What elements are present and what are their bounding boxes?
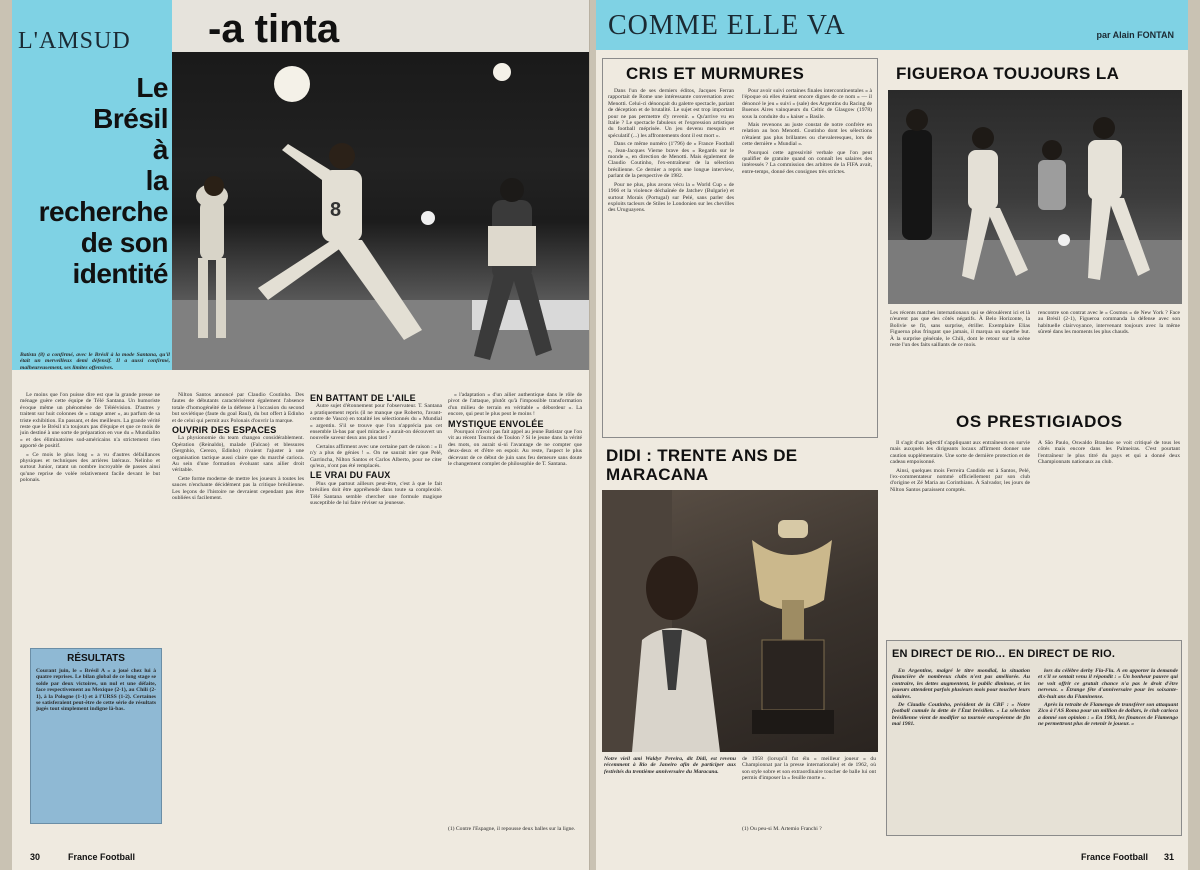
article-paragraph: Autre sujet d'étonnement pour l'observateur. T. Santana a pratiquement repris (il ne manque que Roberto, l'avant-centre de Vasco) en totalité les sélectionnés du « Mundial » argentin. S'il se trouve que l'on n'apprécia pas cet ensemble là-bas par quel miracle « aurait-on découvert un nouvelle saveur deux ans plus tard ?	[310, 403, 442, 442]
footnote: (1) Contre l'Espagne, il repousse deux balles sur la ligne.	[448, 826, 576, 832]
article-paragraph: lors du célèbre derby Fla-Flu. À en apporter la demande et s'il se sentait venu il répondit : « Un bonheur pauvre qui ne voit offrir ce gratuit chance n'a pas le droit d'être nerveux. » Étrange fête d'anniversaire pour les soixante-dix-huit ans du Fluminense.	[1038, 668, 1178, 700]
stadium-banner-text: -a tinta	[208, 7, 340, 51]
left-column-1	[20, 392, 160, 642]
subheading-aile: EN BATTANT DE L'AILE	[310, 393, 416, 403]
article-paragraph: Pour ne plus, plus avons vécu la « World Cup » de 1966 et la violence déchaînée de Jatchev (Bulgarie) et surtout Morais (Portugal) sur Pelé, sans parler des exploits tacleurs de Stiles le Londonien sur les chevilles des Uruguayens.	[608, 181, 734, 214]
right-section-title: COMME ELLE VA	[608, 10, 846, 41]
figueroa-column-1: Les récents matches internationaux qui se déroulèrent ici et là n'eurent pas que des côtés négatifs. À Belo Horizonte, la Bolivie se fit, sans surprise, étriller. Exemplaire Elias Figueroa plus fringant que jamais, il marqua un superbe but. À la surprise générale, le Chili, dont le retour sur la scène reste l'un des faits saillants de ce mois.	[890, 310, 1030, 349]
byline: par Alain FONTAN	[1096, 30, 1174, 40]
main-headline	[18, 72, 168, 289]
rio-column-1	[892, 668, 1030, 832]
cris-headline: CRIS ET MURMURES	[626, 64, 805, 83]
article-paragraph: De Claudio Coutinho, président de la CBF : « Notre football cumule la dette de l'État brésilien. » La sélection brésilienne vient de modifier sa tournée européenne de fin mai 1981.	[892, 702, 1030, 728]
figueroa-column-2: rencontre son contrat avec le « Cosmos » de New York ? Face au Brésil (2-1), Figueroa commanda la défense avec son habituelle clairvoyance, intervenant toujours avec la même sûreté dans les moments les plus chauds.	[1038, 310, 1180, 336]
figueroa-photo-illustration	[888, 90, 1182, 304]
photo-caption-text: Batista (8) a confirmé, avec le Brésil à la mode Santana, qu'il était un merveilleux demi défensif. Il a aussi confirmé, malheureusement, ses limites offensives.	[20, 352, 170, 371]
figueroa-photo	[888, 90, 1182, 304]
article-paragraph: En Argentine, malgré le titre mondial, la situation financière de nombreux clubs n'est pas améliorée. Au contraire, les dettes augmentent, le public diminue, et les joueurs attendent parfois plusieurs mois pour toucher leurs salaires.	[892, 668, 1030, 700]
prestigiados-column-1	[890, 440, 1030, 632]
headline-line: recherche	[38, 196, 168, 227]
prestigiados-headline: OS PRESTIGIADOS	[956, 412, 1123, 431]
article-paragraph: La physionomie du team changea considérablement. Opération (Reinaldo), malade (Falcao) et blessures (Sergnhio, Cerezo, Edinho) rivaient l'ajuster à une organisation tactique aussi claire que du marché carioca. Au sein d'une formation évoluant sans ailier droit véritable.	[172, 435, 304, 474]
didi-photo-illustration	[602, 490, 878, 752]
didi-text: de 1958 (lorsqu'il fut élu « meilleur joueur » du Championnat par la presse internationale) et de 1962, où son style sobre et son extraordinaire toucher de balle lui ont permis d'imposer la « feuille morte ».	[742, 756, 876, 782]
match-photo	[172, 0, 590, 370]
svg-text:8: 8	[330, 199, 342, 221]
article-paragraph: Mais revenons au juste constat de notre confrère en relation au bon Menotti. Coutinho dont les sélections n'étaient pas plus brillantes ou chevaleresques, lors de cette dernière « Mundial ».	[742, 122, 872, 148]
cris-column-2	[742, 88, 872, 434]
subheading-mystique: MYSTIQUE ENVOLÉE	[448, 418, 544, 429]
didi-caption: Notre vieil ami Waldyr Pereira, dit Didi, est revenu récemment à Rio de Janeiro afin de participer aux festivités du trentième anniversaire du Maracana.	[604, 756, 736, 775]
article-paragraph: Nilton Santos annoncé par Claudio Coutinho. Des fautes de débutants caractérisèrent également l'absence totale d'homogénéité de la défense à l'occasion du second but soviétique (faute du goal Raul), du but offert à Edinho et de celui qui permit aux Polonais d'ouvrir la marque.	[172, 392, 304, 424]
left-column-3	[310, 392, 442, 832]
rio-column-2	[1038, 668, 1178, 832]
subheading-vrai-faux: LE VRAI DU FAUX	[310, 470, 391, 481]
headline-line: Le	[136, 72, 168, 103]
article-paragraph: « l'adaptation » d'un ailier authentique dans le rôle de pivot de l'attaque, plutôt qu'à l'impossible transformation d'un milieu de terrain en véritable « débordeur ». La encore, qui peut le plus peut le moins !	[448, 392, 582, 418]
headline-line: la	[145, 165, 168, 196]
article-paragraph: Il s'agit d'un adjectif s'appliquant aux entraîneurs en survie mais auxquels les dirigeants locaux affirment donner une caution supplémentaire. Une sorte de dernière protection et de cadeau empoisonné.	[890, 440, 1030, 466]
left-section-title: L'AMSUD	[18, 28, 131, 54]
article-paragraph: Cette forme moderne de mettre les joueurs à toutes les sauces n'enchante décidément pas la critique brésilienne. Les leçons de l'histoire ne devraient cependant pas être oubliées si facilement.	[172, 475, 304, 502]
headline-line: Brésil	[93, 103, 168, 134]
rio-headline: EN DIRECT DE RIO... EN DIRECT DE RIO.	[892, 648, 1116, 660]
left-page	[12, 0, 590, 870]
prestigiados-column-2: À São Paulo, Oswaldo Brandao se voit critiqué de tous les côtés mais encore dans les Palmeiras. C'est pourtant l'entraîneur le plus titré du pays et qui a donné deux Championnats nationaux au club.	[1038, 440, 1180, 466]
results-box-text: Courant juin, le « Brésil A » a joué chez lui à quatre reprises. Le bilan global de ce long stage se solde par deux victoires, un nul et une défaite, face respectivement au Mexique (2-1), au Chili (2-1), à la Pologne (1-1) et à l'URSS (1-2). Certaines se satisferaient peut-être de cette série de résultats jugés tout simplement indigne là-bas.	[36, 668, 156, 713]
cris-column-1	[608, 88, 734, 434]
article-paragraph: Après la retraite de Flamengo de transférer son attaquant Zico à l'AS Roma pour un million de dollars, le club carioca a donné son opinion : « En 1983, les finances de Flamengo ne permettront plus de retenir le joueur. »	[1038, 702, 1178, 728]
article-paragraph: Ainsi, quelques mois Ferreira Candido est à Santos, Pelé, l'ex-commentateur nommé officiellement par son club d'origine et Zé Maria au Corinthians. À Salvador, les jours de Nilton Santos paraissent comptés.	[890, 467, 1030, 493]
left-page-number: 30	[30, 852, 41, 862]
article-paragraph: Plus que partout ailleurs peut-être, c'est à que le fait brésilien doit être appréhendé dans toute sa complexité. Télé Santana semble chercher une formule magique susceptible de lui faire réviser sa jeunesse.	[310, 480, 442, 507]
right-page	[596, 0, 1188, 870]
article-paragraph: « Ce mois le plus long » a vu d'autres défaillances physiques et techniques des arrières latéraux. Nelinho et surtout Junior, ratant un nombre incroyable de passes ainsi qu'une reprise de volée relativement facile devant le but polonais.	[20, 451, 160, 484]
left-column-2	[172, 392, 304, 832]
didi-headline: DIDI : TRENTE ANS DE MARACANA	[606, 446, 798, 484]
headline-line: de son	[80, 227, 168, 258]
article-paragraph: Certains affirment avec une certaine part de raison : « Il n'y a plus de génies ! ». On ne saurait nier que Pelé, Garrincha, Nilton Santos et Carlos Alberto, pour ne citer qu'eux, n'ont pas été remplacés.	[310, 443, 442, 470]
article-paragraph: Dans l'un de ses derniers éditos, Jacques Ferran rapportait de Rome une intéressante conversation avec Menotti. Celui-ci dénonçait du galetre spectacle, pariant de déception et de brutalité. Le sujet est trop important pour ne pas permettre d'y revenir. « Qu'arrive vu en Italie ? Le spectacle fabuleux et l'expression artistique du football méprisée. Un jeu devenu mesquin et spéculatif (...) les affrontements dont il est mort ».	[608, 88, 734, 139]
headline-line: à	[152, 134, 168, 165]
results-box	[30, 648, 162, 824]
left-magazine-name: France Football	[68, 852, 136, 862]
article-paragraph: Pourquoi n'avoir pas fait appel au jeune Batistar que l'on vit au récent Tournoi de Toulon ? Si le jeune dans la vérité des mots, on aurait si-ni l'avantage de ne compter que deux-deux et d'être en espoir. Au reste, l'aspect le plus décevant de ce début de juin sans feu demeure sans doute le changement complet de philosophie de T. Santana.	[448, 429, 582, 468]
results-box-title: RÉSULTATS	[67, 653, 125, 664]
right-page-number: 31	[1163, 852, 1174, 862]
match-photo-illustration	[172, 0, 590, 370]
didi-photo	[602, 490, 878, 752]
subheading-espaces: OUVRIR DES ESPACES	[172, 425, 277, 436]
didi-footnote: (1) Ou peu-si M. Artemio Franchi ?	[742, 826, 822, 832]
article-paragraph: Dans ce même numéro (1'796) de « France Football », Jean-Jacques Vierne brave des « Regards sur le monde », en direction de Menotti. Mais également de Claudio Coutinho, l'ex-entraîneur de la sélection brésilienne. Ce dernier a repris une longue interview, parlant de la perspective de 1982.	[608, 141, 734, 180]
left-column-4	[448, 392, 582, 822]
article-paragraph: Pour avoir suivi certaines finales intercontinentales « à l'époque où elles étaient encore dignes de ce nom » — il dénoncé le jeu « suivi » (sale) des Argentins du Racing de Buenos Aires vainqueurs du Celtic de Glasgow (1978) sous la conduite du « kaiser » Basile.	[742, 88, 872, 120]
article-paragraph: Le moins que l'on puisse dire est que la grande presse ne ménage guère cette équipe de Télé Santana. Un humoriste évoque même un phénomène de Téléévision. D'autres y traitent sur huit colonnes de « ratage amer », au parfum de sa triste exhibition. En passant, et des meilleurs. La grande vérité reste que le Brésil n'a toujours pas d'équipe et que ce mois de juin destiné à une sorte de préparation en vue du « Mundialito » et des éliminatoires sud-américains n'a strictement rien apporté de positif.	[20, 392, 160, 450]
figueroa-headline: FIGUEROA TOUJOURS LA	[896, 64, 1120, 83]
article-paragraph: Pourquoi cette agressivité verbale que l'on peut qualifier de gratuite quand on connaît les salaires des intéressés ? La commission des arbitres de la FIFA avait, entre-temps, donné des consignes très strictes.	[742, 149, 872, 175]
right-magazine-name: France Football	[1080, 852, 1148, 862]
headline-line: identité	[72, 258, 168, 289]
